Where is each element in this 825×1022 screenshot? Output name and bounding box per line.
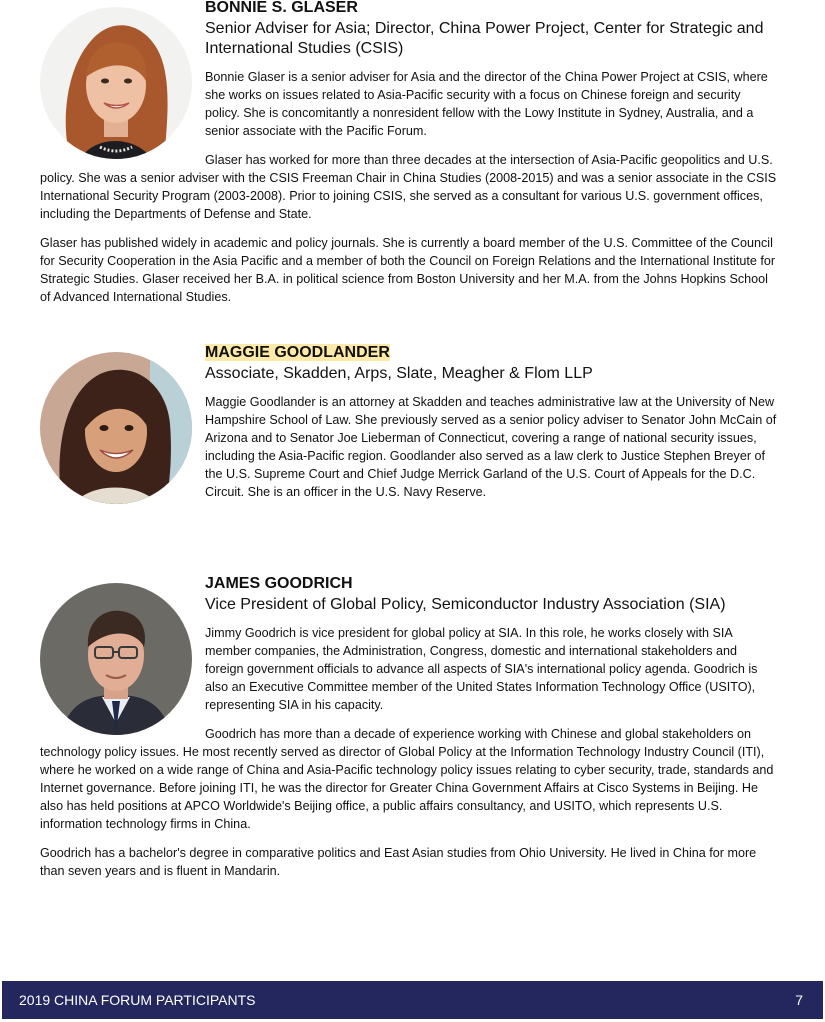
bio-paragraph: Bonnie Glaser is a senior adviser for Asia and the director of the China Power Project at CSIS, where she works on issues related to Asia-Pacific security with a focus on Chinese foreign and security policy. She is concomitantly a nonresident fellow with the Lowy Institute in Sydney, Australia, and a senior associate with the Pacific Forum. xyxy=(205,70,768,138)
bio-james-goodrich xyxy=(40,574,777,891)
person-name: JAMES GOODRICH xyxy=(205,575,353,592)
portrait-photo xyxy=(40,7,192,159)
person-title: Associate, Skadden, Arps, Slate, Meagher & Flom LLP xyxy=(205,365,593,382)
person-name: BONNIE S. GLASER xyxy=(205,0,358,16)
bio-paragraph: Glaser has worked for more than three decades at the intersection of Asia-Pacific geopolitics and U.S. policy. She was a senior adviser with the CSIS Freeman Chair in China Studies (2008-2015) and was a senior associate in the CSIS International Security Program (2003-2008). Prior to joining CSIS, she served as a consultant for various U.S. government offices, including the Departments of Defense and State. xyxy=(40,153,777,221)
person-title: Vice President of Global Policy, Semiconductor Industry Association (SIA) xyxy=(205,596,726,613)
footer-label: 2019 CHINA FORUM PARTICIPANTS xyxy=(19,992,256,1008)
person-title: Senior Adviser for Asia; Director, China Power Project, Center for Strategic and International Studies (CSIS) xyxy=(205,20,764,57)
bio-bonnie-glaser xyxy=(40,0,777,317)
person-name: MAGGIE GOODLANDER xyxy=(205,344,390,361)
bio-paragraph: Goodrich has a bachelor's degree in comparative politics and East Asian studies from Ohio University. He lived in China for more than seven years and is fluent in Mandarin. xyxy=(40,846,757,878)
portrait-photo xyxy=(40,583,192,735)
page-footer xyxy=(2,981,823,1019)
page-number: 7 xyxy=(795,992,803,1008)
bio-paragraph: Jimmy Goodrich is vice president for global policy at SIA. In this role, he works closely with SIA member companies, the Administration, Congress, domestic and international stakeholders and foreign government officials to advance all aspects of SIA's international policy agenda. Goodrich is also an Executive Committee member of the United States Information Technology Office (USITO), representing SIA in his capacity. xyxy=(205,626,758,712)
bio-paragraph: Goodrich has more than a decade of experience working with Chinese and global stakeholders on technology policy issues. He most recently served as director of Global Policy at the Information Technology Industry Council (ITI), where he worked on a wide range of China and Asia-Pacific technology policy issues relating to cyber security, trade, standards and Internet governance. Before joining ITI, he was the director for Greater China Government Affairs at Cisco Systems in Beijing. He also has held positions at APCO Worldwide's Beijing office, a public affairs consultancy, and USITO, which represents U.S. information technology firms in China. xyxy=(40,727,774,831)
bio-paragraph: Glaser has published widely in academic and policy journals. She is currently a board member of the U.S. Committee of the Council for Security Cooperation in the Asia Pacific and a member of both the Council on Foreign Relations and the International Institute for Strategic Studies. Glaser received her B.A. in political science from Boston University and her M.A. from the Johns Hopkins School of Advanced International Studies. xyxy=(40,236,776,304)
portrait-photo xyxy=(40,352,192,504)
bio-maggie-goodlander xyxy=(40,343,777,512)
bio-paragraph: Maggie Goodlander is an attorney at Skadden and teaches administrative law at the University of New Hampshire School of Law. She previously served as a senior policy adviser to Senator John McCain of Arizona and to Senator Joe Lieberman of Connecticut, covering a range of national security issues, including the Asia-Pacific region. Goodlander also served as a law clerk to Justice Stephen Breyer of the U.S. Supreme Court and Chief Judge Merrick Garland of the U.S. Court of Appeals for the D.C. Circuit. She is an officer in the U.S. Navy Reserve. xyxy=(205,395,777,499)
